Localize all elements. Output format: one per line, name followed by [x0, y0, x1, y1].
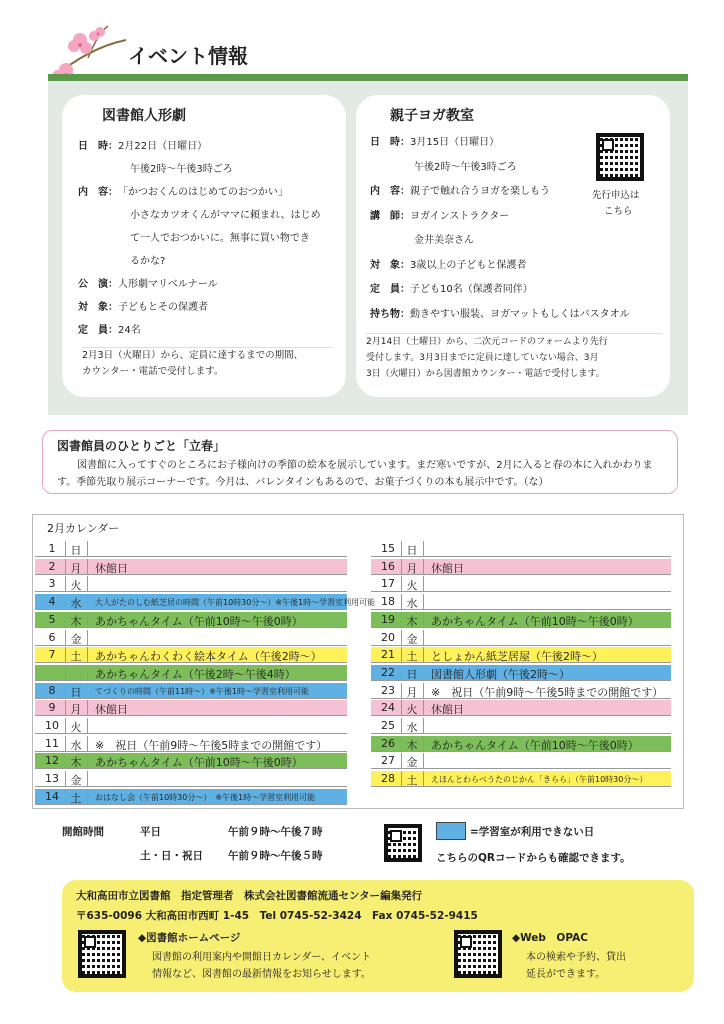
event-text: あかちゃんタイム（午前10時～午後0時） — [95, 614, 303, 628]
note-line: 受付します。3月3日までに定員に達していない場合、3月 — [366, 353, 599, 363]
day-number: 27 — [381, 754, 395, 768]
event-text: あかちゃんわくわく絵本タイム（午後2時～） — [95, 650, 322, 664]
puppet-event-note — [82, 347, 332, 380]
weekend-label: 土・日・祝日 — [140, 850, 203, 862]
puppet-event-title: 図書館人形劇 — [102, 108, 186, 124]
calendar-row — [371, 559, 671, 575]
weekend-hours: 午前９時～午後５時 — [228, 850, 323, 862]
day-number: 7 — [48, 648, 56, 662]
event-text: おはなし会（午前10時30分～） ※午後1時～学習室利用可能 — [95, 792, 316, 802]
day-number: 21 — [381, 648, 395, 662]
publisher-line: 大和高田市立図書館 指定管理者 株式会社図書館流通センター編集発行 — [76, 890, 423, 902]
calendar-row — [35, 771, 347, 787]
note-line: 2月14日（土曜日）から、二次元コードのフォームより先行 — [366, 337, 608, 347]
day-number: 24 — [381, 701, 395, 715]
weekday: 水 — [406, 597, 418, 611]
weekday-hours: 午前９時～午後７時 — [228, 826, 323, 838]
day-number: 19 — [381, 612, 395, 626]
event-text: 休館日 — [95, 703, 128, 717]
day-number: 10 — [45, 719, 59, 732]
calendar-title: 2月カレンダー — [47, 522, 120, 535]
calendar-row — [35, 736, 347, 752]
event-detail-row — [78, 298, 208, 313]
event-text: てづくりの時間（午前11時～）※午後1時～学習室利用可能 — [95, 686, 309, 696]
yoga-event-card — [356, 95, 670, 397]
weekday-label: 平日 — [140, 826, 161, 838]
day-number: 23 — [381, 683, 395, 697]
detail-text: 3月15日（日曜日） — [410, 137, 500, 148]
weekday: 土 — [70, 791, 82, 805]
day-number: 11 — [45, 736, 59, 750]
day-number: 22 — [381, 665, 395, 679]
detail-label: 持ち物： — [370, 308, 410, 320]
weekday: 日 — [70, 544, 82, 557]
detail-label: 対 象： — [370, 259, 410, 271]
event-text: えほんとわらべうたのじかん「きらら」（午前10時30分～） — [431, 775, 648, 785]
event-detail-row — [370, 305, 630, 320]
event-text: 休館日 — [431, 561, 464, 575]
weekday: 日 — [406, 544, 418, 557]
event-detail-row — [130, 252, 165, 267]
weekday: 月 — [70, 561, 82, 575]
detail-text: て一人でおつかいに。無事に買い物でき — [130, 233, 310, 244]
calendar-row — [35, 753, 347, 769]
calendar-row — [35, 647, 347, 663]
day-number: 17 — [381, 577, 395, 591]
calendar-row — [35, 700, 347, 716]
day-number: 4 — [48, 595, 56, 609]
calendar-row — [371, 630, 671, 646]
event-text: あかちゃんタイム（午前10時～午後0時） — [95, 756, 303, 770]
calendar-qr-code-icon[interactable] — [384, 824, 422, 862]
day-number: 13 — [45, 772, 59, 786]
homepage-text: 情報など、図書館の最新情報をお知らせします。 — [152, 969, 371, 980]
qr-note: こちらのQRコードからも確認できます。 — [436, 852, 631, 864]
weekday: 木 — [406, 738, 418, 752]
address-line: 〒635-0096 大和高田市西町 1-45 Tel 0745-52-3424 Fax 0745-52-9415 — [76, 910, 478, 922]
calendar-row — [371, 753, 671, 769]
detail-text: るかな? — [130, 256, 166, 267]
weekday: 月 — [70, 703, 82, 717]
calendar-row — [371, 647, 671, 663]
page-title: イベント情報 — [128, 44, 248, 68]
weekday: 金 — [406, 632, 418, 646]
weekday: 水 — [406, 721, 418, 734]
calendar-row — [371, 700, 671, 716]
event-text: あかちゃんタイム（午前10時～午後0時） — [431, 614, 639, 628]
event-detail-row — [78, 321, 141, 336]
weekday: 火 — [406, 703, 418, 717]
event-text: あかちゃんタイム（午後2時～午後4時） — [95, 667, 296, 681]
weekday: 金 — [70, 774, 82, 788]
calendar-row — [35, 683, 347, 699]
opac-text: 延長ができます。 — [526, 969, 606, 980]
divider — [48, 74, 688, 81]
weekday: 木 — [70, 756, 82, 770]
weekday: 火 — [406, 579, 418, 593]
day-number: 14 — [45, 789, 59, 803]
day-number: 2 — [48, 559, 56, 573]
qr-code-icon[interactable] — [596, 133, 644, 181]
day-number: 28 — [381, 772, 395, 786]
calendar-row — [35, 541, 347, 557]
weekday: 木 — [70, 614, 82, 628]
event-detail-row — [78, 275, 218, 290]
day-number: 5 — [48, 612, 56, 626]
detail-label: 定 員： — [370, 284, 410, 295]
day-number: 1 — [48, 542, 56, 555]
event-text: あかちゃんタイム（午前10時～午後0時） — [431, 738, 639, 752]
day-number: 8 — [48, 683, 56, 697]
day-number: 18 — [381, 595, 395, 609]
weekday: 土 — [406, 650, 418, 664]
day-number: 12 — [45, 754, 59, 768]
weekday: 火 — [70, 721, 82, 734]
hours-label: 開館時間 — [62, 826, 104, 838]
weekday: 金 — [70, 632, 82, 646]
essay-text: 図書館に入ってすぐのところにお子様向けの季節の絵本を展示しています。まだ寒いですが、2月に入ると春の本に入れかわります。季節先取り展示コーナーです。今月は、バレンタインもあるので、お菓子づくりの本も展示中です。（な） — [57, 460, 653, 488]
detail-text: 金井美奈さん — [414, 235, 474, 246]
qr-label: こちら — [604, 206, 633, 217]
detail-text: 小さなカツオくんがママに頼まれ、はじめ — [130, 210, 321, 221]
legend-swatch — [436, 822, 466, 840]
opac-text: 本の検索や予約、貸出 — [526, 952, 626, 963]
detail-text: 親子で触れ合うヨガを楽しもう — [410, 186, 550, 197]
calendar-row — [35, 576, 347, 592]
calendar-row — [35, 789, 347, 805]
detail-label: 日 時： — [370, 137, 410, 148]
detail-text: 2月22日（日曜日） — [118, 141, 208, 152]
calendar-row — [35, 594, 376, 611]
detail-text: 「かつおくんのはじめてのおつかい」 — [118, 187, 288, 198]
detail-label: 講 師： — [370, 210, 410, 222]
weekday: 水 — [70, 597, 82, 611]
event-detail-row — [370, 280, 533, 295]
event-text: 休館日 — [431, 703, 464, 717]
detail-label: 内 容： — [370, 186, 410, 197]
day-number: 25 — [381, 719, 395, 732]
detail-text: 子どもとその保護者 — [118, 302, 208, 313]
calendar-row — [35, 559, 347, 575]
event-detail-row — [370, 207, 509, 222]
calendar-row — [371, 541, 671, 557]
weekday: 水 — [70, 738, 82, 752]
calendar-row — [35, 630, 347, 646]
event-detail-row — [370, 182, 550, 197]
footer — [62, 880, 694, 992]
calendar-row — [371, 683, 671, 699]
detail-label: 公 演： — [78, 279, 118, 290]
weekday: 木 — [406, 614, 418, 628]
event-text: 図書館人形劇（午後2時～） — [431, 667, 570, 681]
event-text: ※ 祝日（午前9時～午後5時までの開館です） — [95, 738, 328, 752]
event-detail-row — [370, 133, 499, 148]
calendar-row — [371, 576, 671, 592]
day-number: 9 — [48, 701, 56, 715]
homepage-title[interactable]: ◆図書館ホームページ — [138, 932, 241, 944]
note-line: 3日（火曜日）から図書館カウンター・電話で受付します。 — [366, 369, 605, 379]
qr-label: 先行申込は — [592, 190, 640, 201]
detail-text: ヨガインストラクター — [410, 210, 510, 222]
weekday: 月 — [406, 561, 418, 575]
day-number: 15 — [381, 542, 395, 555]
weekday: 日 — [70, 685, 82, 699]
detail-label: 対 象： — [78, 302, 118, 313]
event-detail-row — [370, 256, 526, 271]
detail-label: 内 容： — [78, 187, 118, 198]
weekday: 日 — [406, 667, 418, 681]
weekday: 月 — [406, 685, 418, 699]
event-detail-row — [130, 160, 233, 175]
detail-text: 24名 — [118, 325, 141, 336]
event-text: 大人がたのしむ紙芝居の時間（午前10時30分～）※午後1時～学習室利用可能 — [95, 598, 376, 608]
legend-text: =学習室が利用できない日 — [470, 826, 595, 838]
detail-text: 午後2時～午後3時ごろ — [414, 161, 517, 173]
homepage-qr-code-icon[interactable] — [78, 930, 126, 978]
event-detail-row — [78, 183, 288, 198]
event-text: ※ 祝日（午前9時～午後5時までの開館です） — [431, 685, 664, 699]
detail-label: 日 時： — [78, 141, 118, 152]
event-text: 休館日 — [95, 561, 128, 575]
calendar-row — [371, 718, 671, 734]
weekday: 土 — [70, 650, 82, 664]
calendar-row — [35, 718, 347, 734]
calendar-row — [35, 612, 347, 628]
note-line: 2月3日（火曜日）から、定員に達するまでの期間、 — [82, 350, 304, 361]
detail-text: 午後2時～午後3時ごろ — [130, 164, 233, 175]
calendar-row — [371, 771, 671, 787]
opac-qr-code-icon[interactable] — [454, 930, 502, 978]
detail-text: 3歳以上の子どもと保護者 — [410, 259, 527, 271]
weekday: 火 — [70, 579, 82, 593]
calendar-row — [35, 665, 347, 681]
opac-title[interactable]: ◆Web OPAC — [512, 932, 588, 944]
event-detail-row — [130, 229, 310, 244]
weekday: 土 — [406, 774, 418, 788]
event-detail-row — [130, 206, 321, 221]
detail-text: 動きやすい服装、ヨガマットもしくはバスタオル — [410, 308, 630, 320]
calendar — [32, 514, 684, 809]
event-detail-row — [414, 231, 474, 246]
event-detail-row — [78, 137, 207, 152]
yoga-event-note — [366, 333, 662, 382]
day-number: 20 — [381, 630, 395, 644]
calendar-row — [371, 612, 671, 628]
day-number: 16 — [381, 559, 395, 573]
day-number: 6 — [48, 630, 56, 644]
day-number: 26 — [381, 736, 395, 750]
calendar-row — [371, 665, 671, 681]
puppet-event-card — [62, 95, 346, 397]
weekday: 金 — [406, 756, 418, 770]
yoga-event-title: 親子ヨガ教室 — [390, 108, 474, 124]
calendar-row — [371, 736, 671, 752]
homepage-text: 図書館の利用案内や開館日カレンダー、イベント — [152, 952, 371, 963]
day-number: 3 — [48, 577, 56, 591]
event-detail-row — [414, 158, 517, 173]
detail-text: 人形劇マリベルナール — [118, 279, 218, 290]
calendar-row — [371, 594, 671, 610]
note-line: カウンター・電話で受付します。 — [82, 366, 224, 377]
event-text: としょかん紙芝居屋（午後2時～） — [431, 650, 603, 664]
librarian-essay — [42, 430, 678, 494]
detail-text: 子ども10名（保護者同伴） — [410, 284, 533, 295]
essay-title: 図書館員のひとりごと「立春」 — [57, 439, 226, 453]
detail-label: 定 員： — [78, 325, 118, 336]
